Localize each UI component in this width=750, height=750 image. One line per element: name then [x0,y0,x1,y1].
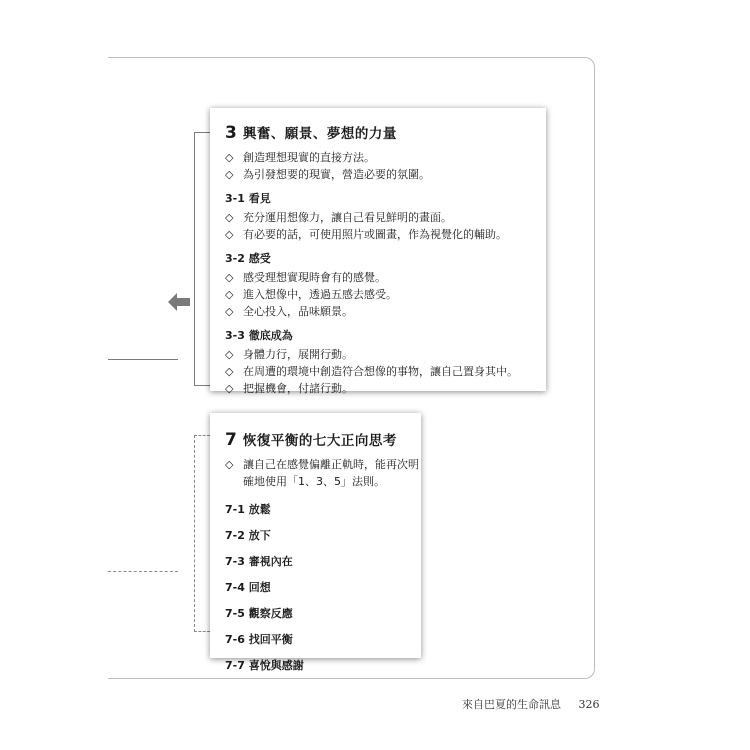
diamond-bullet-icon: ◇ [225,211,234,224]
diamond-bullet-icon: ◇ [225,151,234,164]
connector-line-solid [108,359,178,360]
list-item: ◇ 有必要的話，可使用照片或圖畫，作為視覺化的輔助。 [225,228,507,241]
subsection-heading: 7-1 放鬆 [225,503,271,516]
list-item: ◇ 為引發想要的現實，營造必要的氛圍。 [225,168,430,181]
section-title: 恢復平衡的七大正向思考 [242,433,397,449]
list-item: ◇ 感受理想實現時會有的感覺。 [225,271,386,284]
subsection-heading: 3-3 徹底成為 [225,329,293,342]
section-3-title [225,122,546,143]
section-7-title [225,429,421,450]
connector-line-dashed [108,571,178,572]
diamond-bullet-icon: ◇ [225,271,234,284]
subsection-heading: 3-2 感受 [225,252,271,265]
list-item: ◇ 充分運用想像力，讓自己看見鮮明的畫面。 [225,211,452,224]
list-item: ◇ 身體力行，展開行動。 [225,348,353,361]
subsection-heading: 7-2 放下 [225,529,271,542]
section-number: 7 [225,430,237,450]
subsection-heading: 3-1 看見 [225,192,271,205]
subsection-heading: 7-4 回想 [225,581,271,594]
diamond-bullet-icon: ◇ [225,348,234,361]
list-item: ◇ 創造理想現實的直接方法。 [225,151,375,164]
section-title: 興奮、願景、夢想的力量 [242,126,397,142]
diamond-bullet-icon: ◇ [225,305,234,318]
diamond-bullet-icon: ◇ [225,288,234,301]
list-item: ◇ 把握機會，付諸行動。 [225,382,353,395]
list-item: ◇ 在周遭的環境中創造符合想像的事物，讓自己置身其中。 [225,365,518,378]
subsection-heading: 7-3 審視內在 [225,555,293,568]
section-7-card [210,413,421,672]
list-item: ◇ 全心投入，品味願景。 [225,305,353,318]
book-title: 來自巴夏的生命訊息 [462,698,561,711]
diamond-bullet-icon: ◇ [225,382,234,395]
list-item: ◇ 讓自己在感覺偏離正軌時，能再次明確地使用「1、3、5」法則。 [225,458,419,488]
page-number: 326 [578,698,600,711]
diamond-bullet-icon: ◇ [225,458,234,471]
page-footer [462,696,600,712]
list-item: ◇ 進入想像中，透過五感去感受。 [225,288,397,301]
diamond-bullet-icon: ◇ [225,365,234,378]
section-3-card [210,108,546,395]
diamond-bullet-icon: ◇ [225,168,234,181]
subsection-heading: 7-5 觀察反應 [225,607,293,620]
subsection-heading: 7-7 喜悅與感謝 [225,659,304,672]
diamond-bullet-icon: ◇ [225,228,234,241]
arrow-left-icon [168,293,192,311]
subsection-heading: 7-6 找回平衡 [225,633,293,646]
section-number: 3 [225,123,237,143]
section-7-bracket [194,435,210,632]
section-3-bracket [194,132,210,386]
